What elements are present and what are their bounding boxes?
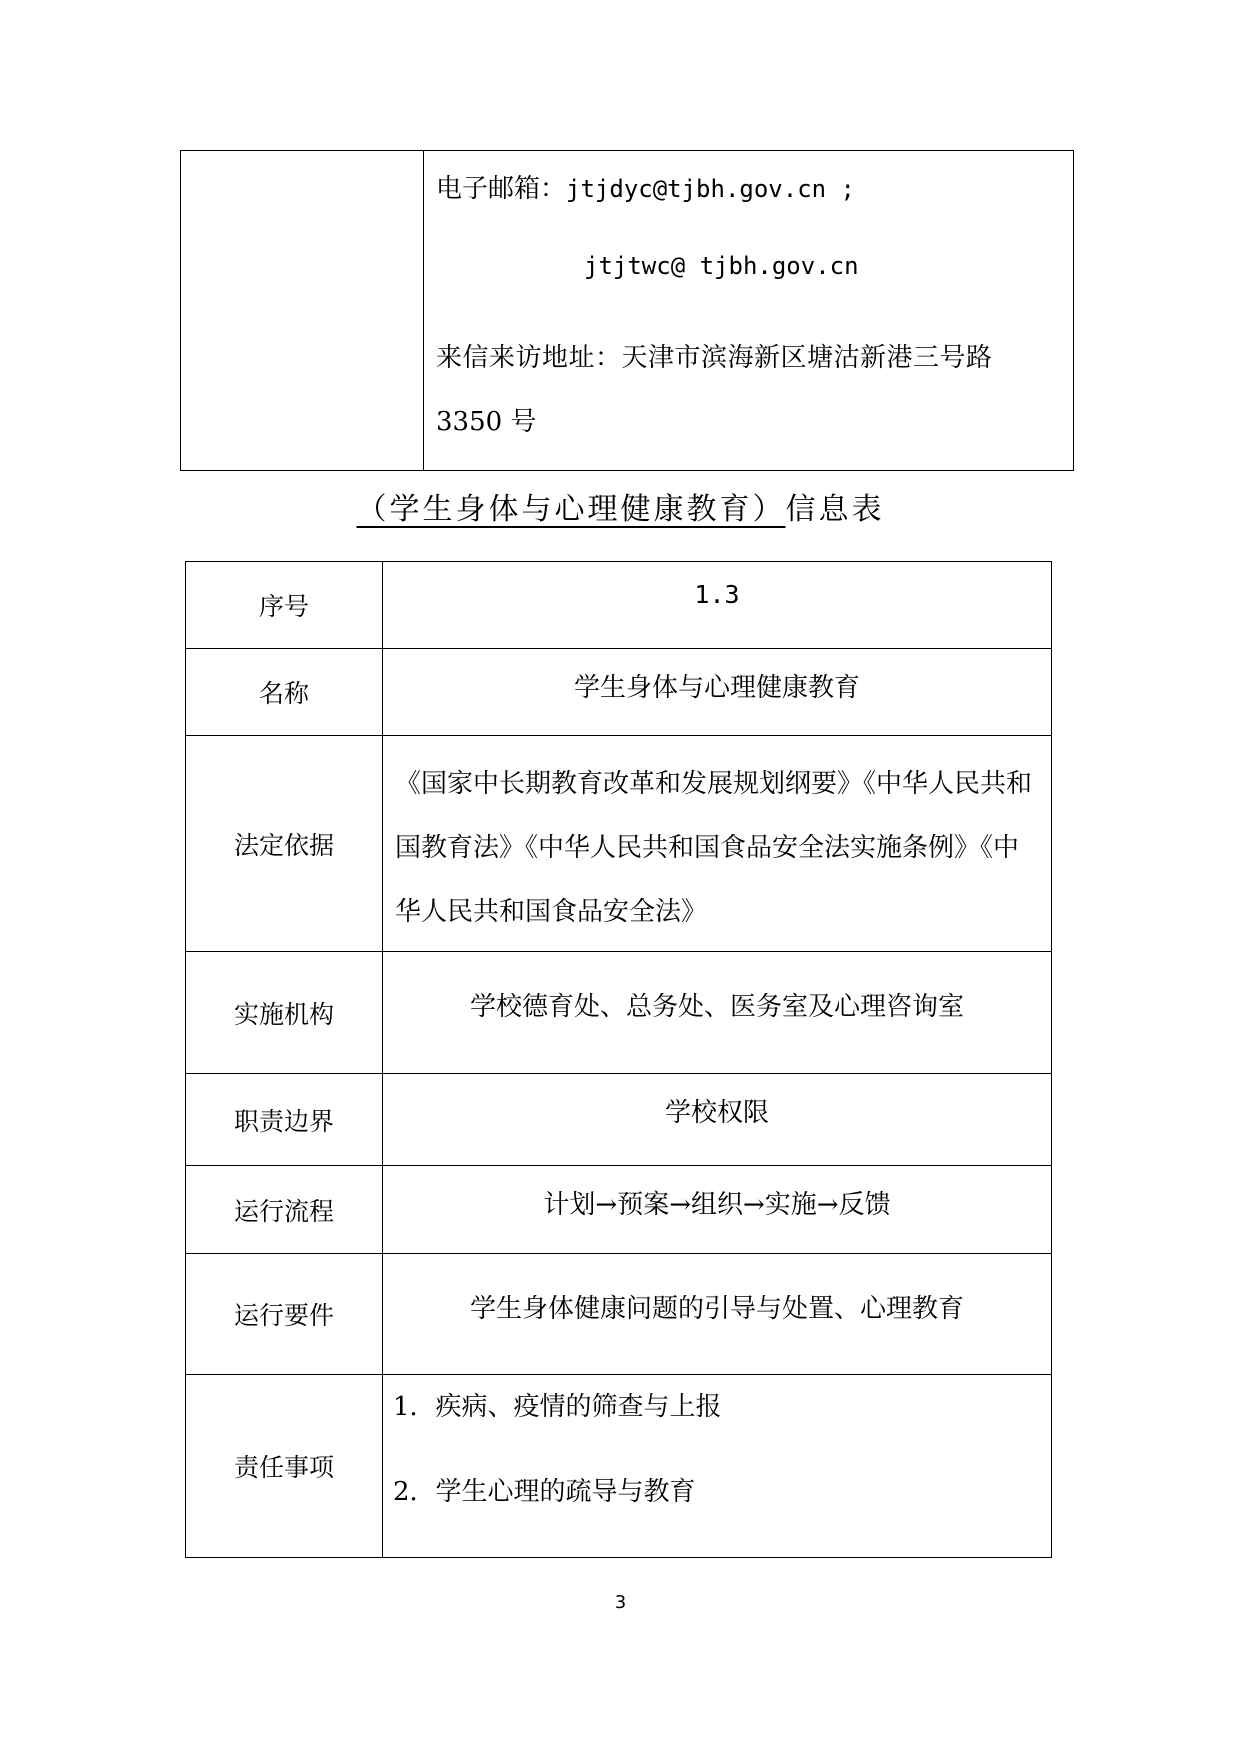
- document-title: [0, 484, 1241, 528]
- title-subject: （学生身体与心理健康教育）: [356, 492, 786, 527]
- duties-value: [383, 1375, 1052, 1558]
- duty-item-2: 2．学生心理的疏导与教育: [393, 1477, 696, 1507]
- process-value: 计划→预案→组织→实施→反馈: [383, 1166, 1052, 1254]
- table-row-serial: [186, 562, 1052, 649]
- title-suffix: 信息表: [785, 492, 885, 527]
- contact-label-cell: [181, 151, 424, 470]
- email-line-1: [436, 168, 855, 205]
- contact-table: [180, 150, 1074, 471]
- table-row-process: [186, 1166, 1052, 1254]
- agency-label: 实施机构: [186, 952, 383, 1074]
- address-line-1: 来信来访地址：天津市滨海新区塘沽新港三号路: [436, 343, 993, 373]
- duty-item-1: 1．疾病、疫情的筛查与上报: [393, 1392, 722, 1422]
- email-address-2: jtjtwc@ tjbh.gov.cn: [584, 252, 859, 280]
- address-line-2: 3350 号: [436, 407, 537, 437]
- boundary-label: 职责边界: [186, 1074, 383, 1166]
- info-table: [185, 561, 1052, 1558]
- name-label: 名称: [186, 649, 383, 736]
- table-row-requirements: [186, 1254, 1052, 1375]
- email-address-1: jtjdyc@tjbh.gov.cn ;: [566, 175, 855, 203]
- contact-value-cell: [424, 151, 1073, 470]
- agency-value: 学校德育处、总务处、医务室及心理咨询室: [383, 952, 1052, 1074]
- requirements-value: 学生身体健康问题的引导与处置、心理教育: [383, 1254, 1052, 1375]
- legal-basis-value: 《国家中长期教育改革和发展规划纲要》《中华人民共和国教育法》《中华人民共和国食品安全法实施条例》《中华人民共和国食品安全法》: [383, 736, 1052, 952]
- duties-label: 责任事项: [186, 1375, 383, 1558]
- table-row-boundary: [186, 1074, 1052, 1166]
- boundary-value: 学校权限: [383, 1074, 1052, 1166]
- table-row-duties: [186, 1375, 1052, 1558]
- table-row-name: [186, 649, 1052, 736]
- process-label: 运行流程: [186, 1166, 383, 1254]
- serial-number: 1.3: [694, 580, 740, 609]
- name-value: 学生身体与心理健康教育: [383, 649, 1052, 736]
- table-row-legal-basis: [186, 736, 1052, 952]
- legal-basis-label: 法定依据: [186, 736, 383, 952]
- email-label: 电子邮箱：: [436, 174, 567, 204]
- requirements-label: 运行要件: [186, 1254, 383, 1375]
- serial-value: [383, 562, 1052, 649]
- table-row-agency: [186, 952, 1052, 1074]
- serial-label: 序号: [186, 562, 383, 649]
- page-number: 3: [614, 1592, 627, 1613]
